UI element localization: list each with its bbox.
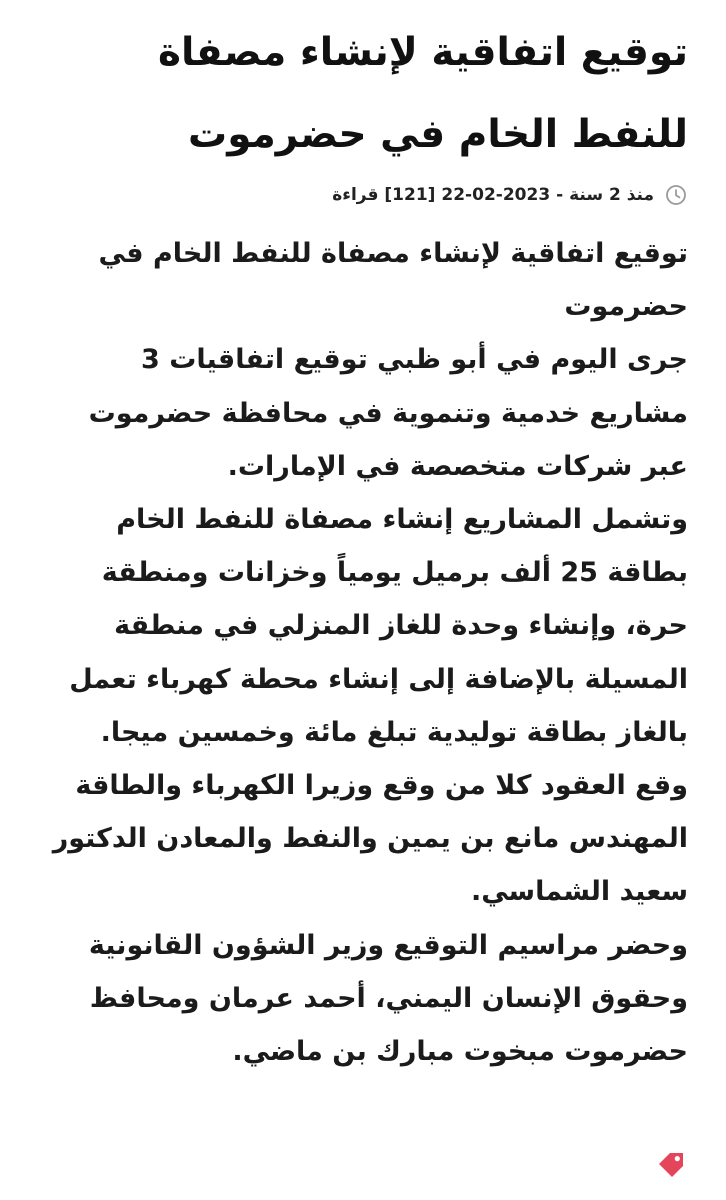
article-body [36,227,688,1078]
article-meta [36,173,688,217]
article-paragraph: جرى اليوم في أبو ظبي توقيع اتفاقيات 3 مشاريع خدمية وتنموية في محافظة حضرموت عبر شركات متخصصة في الإمارات. [88,344,688,482]
article-paragraph: وقع العقود كلا من وقع وزيرا الكهرباء والطاقة المهندس مانع بن يمين والنفط والمعادن الدكتور سعيد الشماسي. [52,770,688,908]
article-meta-text: منذ 2 سنة - 2023-02-22 [121] قراءة [332,185,654,205]
tag-icon[interactable] [652,1144,692,1184]
article-paragraph: توقيع اتفاقية لإنشاء مصفاة للنفط الخام في حضرموت [98,238,688,323]
article-paragraph: وتشمل المشاريع إنشاء مصفاة للنفط الخام بطاقة 25 ألف برميل يومياً وخزانات ومنطقة حرة، وإنشاء وحدة للغاز المنزلي في منطقة المسيلة بالإضافة إلى إنشاء محطة كهرباء تعمل بالغاز بطاقة توليدية تبلغ مائة وخمسين ميجا. [69,504,688,748]
article-paragraph: وحضر مراسيم التوقيع وزير الشؤون القانونية وحقوق الإنسان اليمني، أحمد عرمان ومحافظ حضرموت مبخوت مبارك بن ماضي. [88,929,688,1068]
article-title: توقيع اتفاقية لإنشاء مصفاة للنفط الخام في حضرموت [157,30,688,157]
clock-icon [664,183,688,207]
